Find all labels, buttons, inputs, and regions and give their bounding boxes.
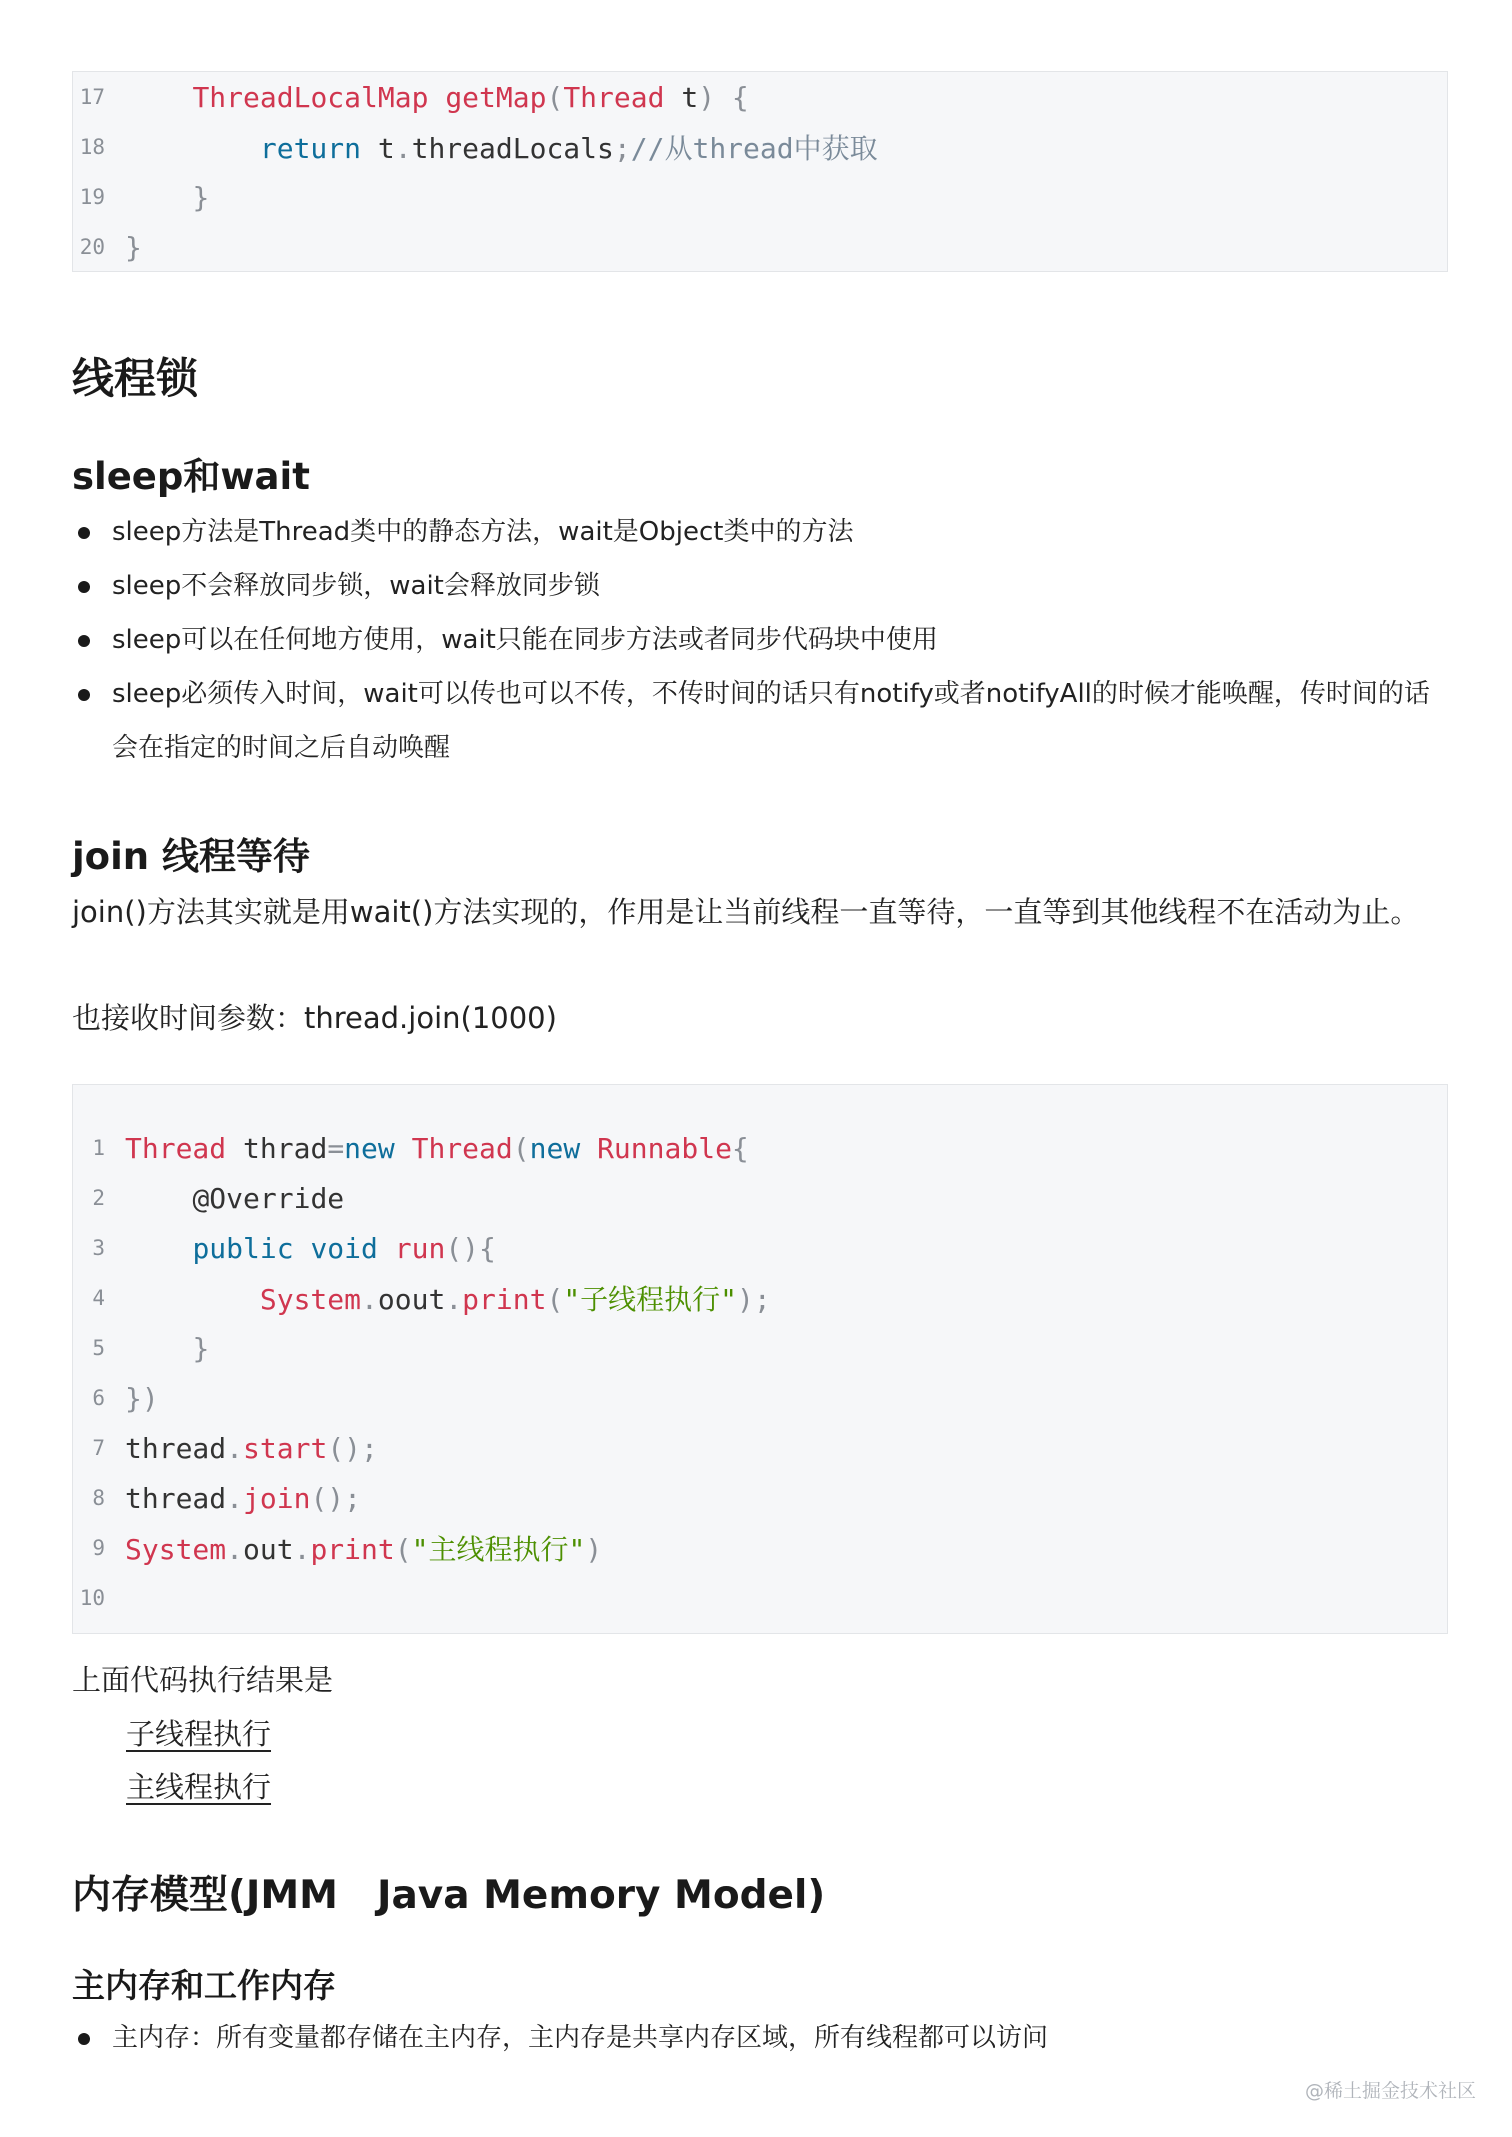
- line-number: 17: [79, 85, 105, 109]
- join-description: join()方法其实就是用wait()方法实现的，作用是让当前线程一直等待，一直等到其他线程不在活动为止。: [72, 895, 1420, 929]
- line-number: 20: [79, 235, 105, 259]
- code-line: [73, 172, 1447, 222]
- list-item: sleep必须传入时间，wait可以传也可以不传，不传时间的话只有notify或者notifyAll的时候才能唤醒，传时间的话会在指定的时间之后自动唤醒: [72, 667, 1448, 775]
- code-line: [73, 1273, 1447, 1323]
- line-number: 4: [92, 1286, 105, 1310]
- code-line: [73, 1423, 1447, 1473]
- list-item: 主内存：所有变量都存储在主内存，主内存是共享内存区域，所有线程都可以访问: [72, 2011, 1448, 2065]
- heading-join: join 线程等待: [72, 835, 311, 878]
- code-block-getmap: [72, 71, 1448, 272]
- join-time-param: 也接收时间参数：thread.join(1000): [72, 1001, 557, 1035]
- line-number: 1: [92, 1136, 105, 1160]
- memory-list: [72, 2011, 1448, 2065]
- code-text: }: [192, 180, 210, 214]
- code-text: Thread thrad=new Thread(new Runnable{: [125, 1131, 749, 1165]
- code-text: ThreadLocalMap getMap(Thread t) {: [192, 80, 749, 114]
- code-text: return t.threadLocals;//从thread中获取: [259, 132, 878, 165]
- line-number: 8: [92, 1486, 105, 1510]
- code-block-join-example: [72, 1084, 1448, 1634]
- code-line: [73, 1323, 1447, 1373]
- code-text: public void run(){: [192, 1231, 496, 1265]
- code-line: [73, 122, 1447, 172]
- code-text: }: [125, 230, 142, 264]
- code-text: thread.join();: [125, 1481, 362, 1515]
- line-number: 10: [79, 1586, 105, 1610]
- result-intro: 上面代码执行结果是: [72, 1663, 334, 1697]
- sleep-wait-list: [72, 505, 1448, 775]
- line-number: 6: [92, 1386, 105, 1410]
- list-item: sleep可以在任何地方使用，wait只能在同步方法或者同步代码块中使用: [72, 613, 1448, 667]
- code-line: [73, 1573, 1447, 1623]
- code-text: thread.start();: [125, 1431, 378, 1465]
- heading-jmm: 内存模型(JMM Java Memory Model): [72, 1873, 826, 1918]
- line-number: 5: [92, 1336, 105, 1360]
- code-text: System.oout.print("子线程执行");: [259, 1283, 771, 1316]
- result-item-child: 子线程执行: [126, 1717, 272, 1751]
- heading-main-working-memory: 主内存和工作内存: [72, 1966, 336, 2005]
- line-number: 18: [79, 135, 105, 159]
- line-number: 2: [92, 1186, 105, 1210]
- list-item: sleep方法是Thread类中的静态方法，wait是Object类中的方法: [72, 505, 1448, 559]
- watermark: @稀土掘金技术社区: [1304, 2080, 1476, 2102]
- code-line: [73, 1173, 1447, 1223]
- result-item-main: 主线程执行: [126, 1770, 272, 1804]
- heading-sleep-wait: sleep和wait: [72, 455, 310, 498]
- line-number: 19: [79, 185, 105, 209]
- heading-thread-lock: 线程锁: [72, 354, 199, 403]
- code-text: @Override: [192, 1181, 345, 1215]
- code-line: [73, 72, 1447, 122]
- code-text: }): [125, 1381, 159, 1415]
- code-line: [73, 1473, 1447, 1523]
- code-line: [73, 222, 1447, 272]
- code-line: [73, 1123, 1447, 1173]
- code-line: [73, 1223, 1447, 1273]
- code-text: }: [192, 1331, 210, 1365]
- code-line: [73, 1523, 1447, 1573]
- code-line: [73, 1373, 1447, 1423]
- line-number: 7: [92, 1436, 105, 1460]
- line-number: 3: [92, 1236, 105, 1260]
- list-item: sleep不会释放同步锁，wait会释放同步锁: [72, 559, 1448, 613]
- code-text: System.out.print("主线程执行"): [125, 1533, 603, 1566]
- line-number: 9: [92, 1536, 105, 1560]
